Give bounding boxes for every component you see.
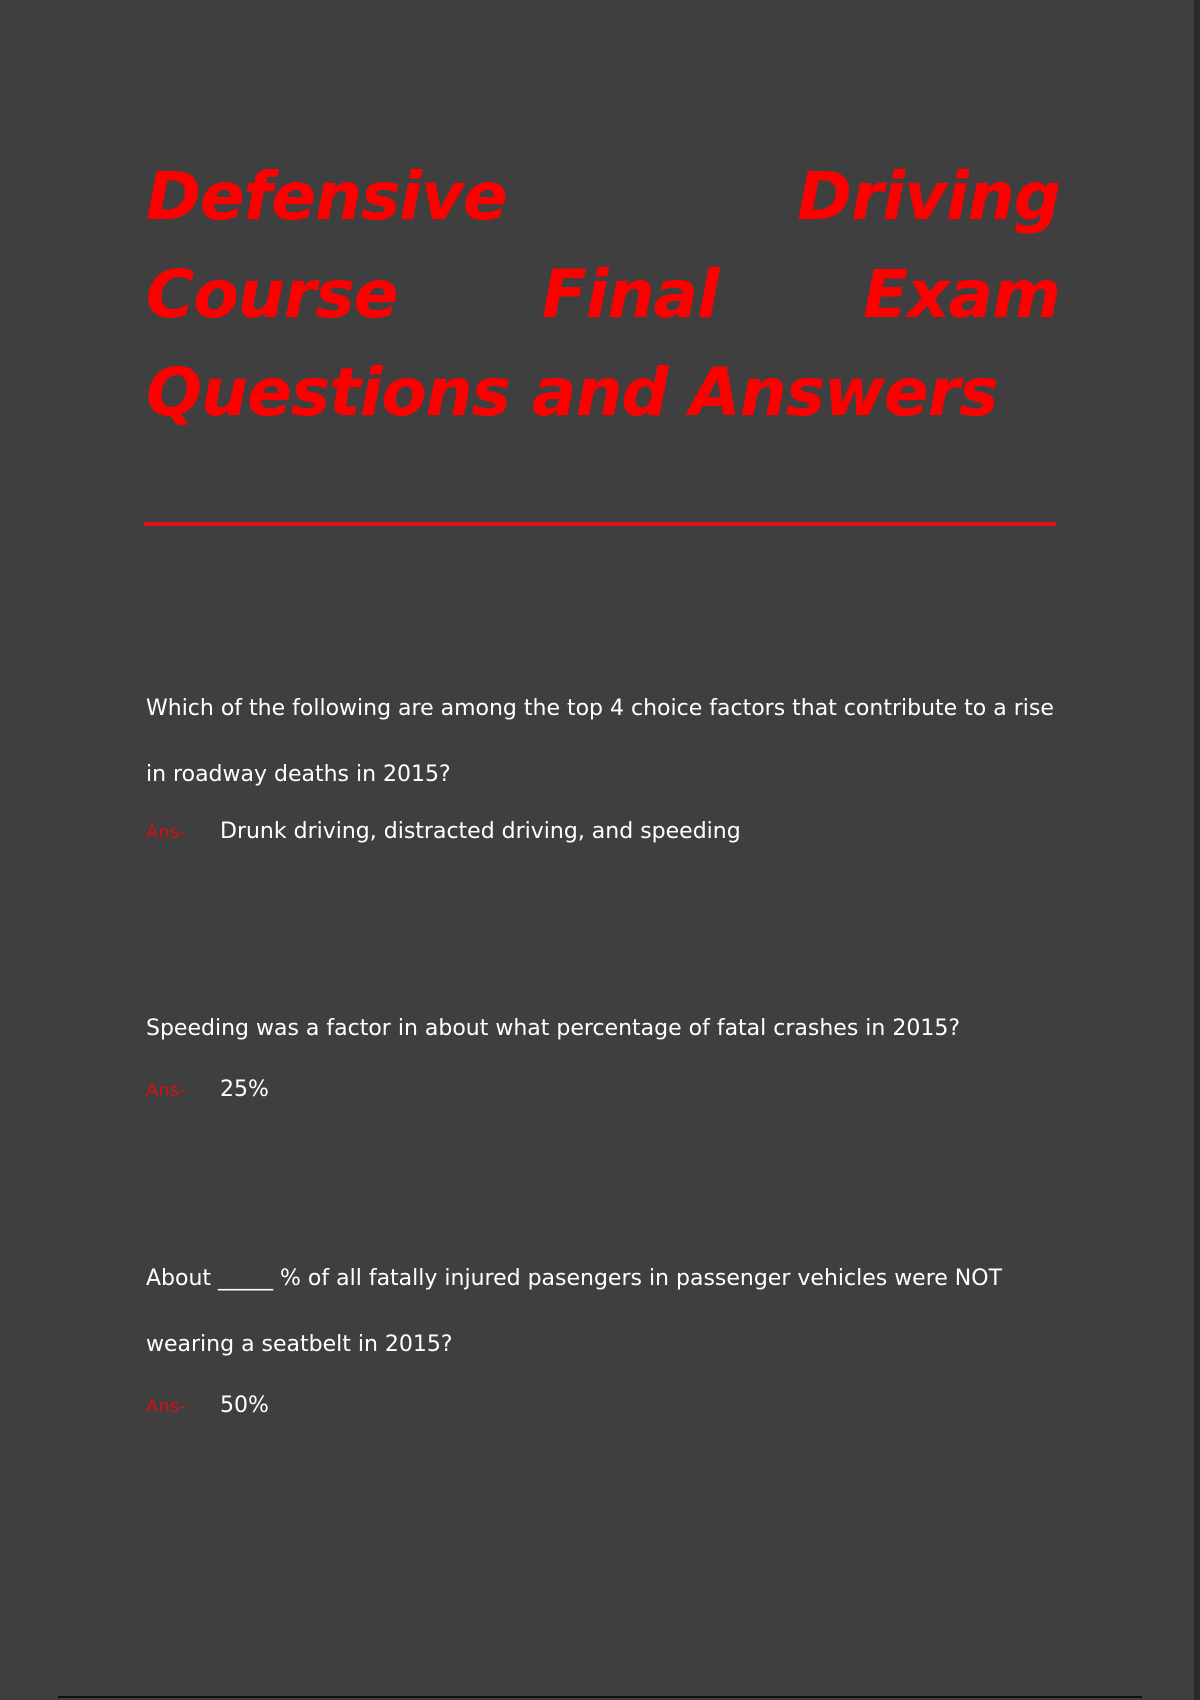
page-bottom-divider: [58, 1696, 1142, 1698]
qa-item-3: [146, 1246, 1056, 1427]
qa-item-2: [146, 996, 1056, 1111]
answer-row: [146, 1070, 1056, 1111]
answer-text: 50%: [220, 1393, 269, 1418]
title-divider: [144, 522, 1056, 526]
question-text: About _____ % of all fatally injured pasengers in passenger vehicles were NOT wearing a seatbelt in 2015?: [146, 1266, 1003, 1357]
answer-text: 25%: [220, 1077, 269, 1102]
answer-label: Ans-: [146, 1396, 186, 1417]
answer-text: Drunk driving, distracted driving, and speeding: [220, 819, 741, 844]
question-text: Which of the following are among the top 4 choice factors that contribute to a rise in roadway deaths in 2015?: [146, 696, 1054, 787]
answer-row: [146, 1386, 1056, 1427]
document-title: Defensive Driving Course Final Exam Questions and Answers: [146, 158, 1060, 431]
answer-row: [146, 812, 1056, 853]
question-text: Speeding was a factor in about what percentage of fatal crashes in 2015?: [146, 1016, 960, 1041]
qa-item-1: [146, 676, 1056, 853]
answer-label: Ans-: [146, 1080, 186, 1101]
page-edge: [1194, 0, 1200, 1700]
answer-label: Ans-: [146, 822, 186, 843]
